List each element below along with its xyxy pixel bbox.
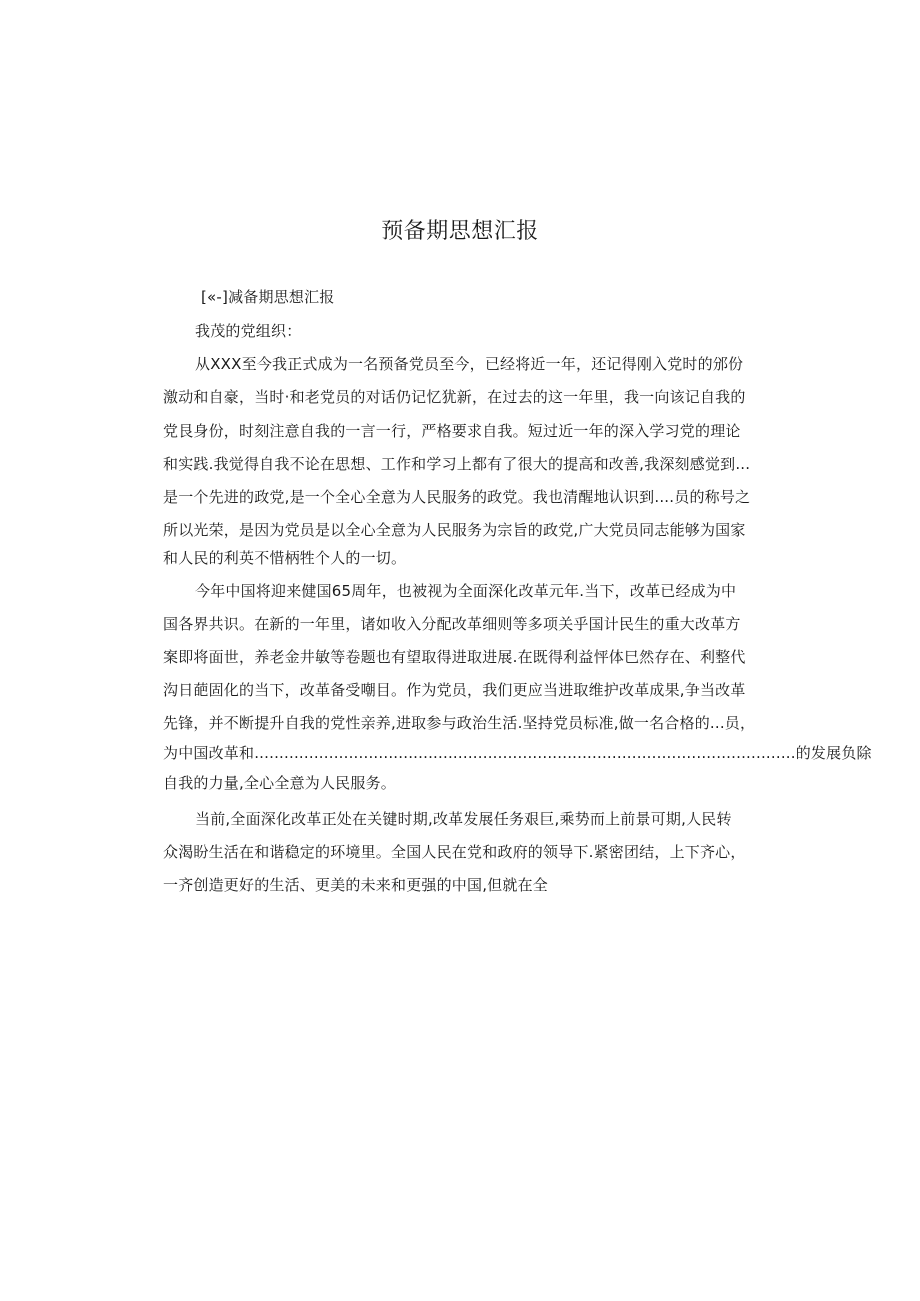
- paragraph-line: 所以光荣，是因为党员是以全心全意为人民服务为宗旨的政党,广大党员同志能够为国家: [163, 521, 746, 539]
- document-title: 预备期思想汇报: [381, 219, 539, 244]
- paragraph-line: 今年中国将迎来健国65周年，也被视为全面深化改革元年.当下，改革已经成为中: [195, 582, 737, 600]
- paragraph-line: 先锋，并不断提升自我的党性亲养,进取参与政治生活.坚持党员标准,做一名合格的...员，: [163, 714, 756, 732]
- paragraph-line: 国各界共识。在新的一年里，诸如收入分配改革细则等多项关乎国计民生的重大改革方: [163, 615, 741, 633]
- paragraph-line: 一齐创造更好的生活、更美的未来和更强的中国,但就在全: [163, 876, 548, 894]
- paragraph-line: 众渴盼生活在和谐稳定的环境里。全国人民在党和政府的领导下.紧密团结，上下齐心，: [163, 843, 746, 861]
- paragraph-line: 激动和自豪，当时·和老党员的对话仍记忆犹新，在过去的这一年里，我一向该记自我的: [163, 388, 746, 406]
- paragraph-line: 从XXX至今我正式成为一名预备党员至今，已经将近一年，还记得刚入党时的邠份: [195, 355, 744, 373]
- paragraph-line: 和人民的利英不惜柄牲个人的一切。: [163, 549, 407, 567]
- salutation: 我茂的党组织：: [195, 322, 302, 340]
- paragraph-line: 自我的力量,全心全意为人民服务。: [163, 774, 396, 792]
- paragraph-line: 和实践.我觉得自我不论在思想、工作和学习上都有了很大的提高和改善,我深刻感觉到...: [163, 455, 751, 473]
- paragraph-line: 党艮身份，时刻注意自我的一言一行，严格要求自我。短过近一年的深入学习党的理论: [163, 422, 741, 440]
- paragraph-line: 当前,全面深化改革正处在关键时期,改革发展任务艰巨,乘势而上前景可期,人民转: [195, 810, 732, 828]
- paragraph-line: 沟日葩固化的当下，改革备受嘲目。作为党员，我们更应当进取维护改革成果,争当改革: [163, 681, 746, 699]
- paragraph-line: 案即将面世，养老金井敏等卷题也有望取得进取进展.在既得利益怦体巳然存在、利整代: [163, 648, 746, 666]
- document-subtitle: [«-]减备期思想汇报: [201, 288, 335, 306]
- paragraph-line: 是一个先进的政党,是一个全心全意为人民服务的政党。我也清醒地认识到....员的称号之: [163, 488, 751, 506]
- paragraph-line: 为中国改革和.............................................................................................................的发展负除: [163, 744, 872, 762]
